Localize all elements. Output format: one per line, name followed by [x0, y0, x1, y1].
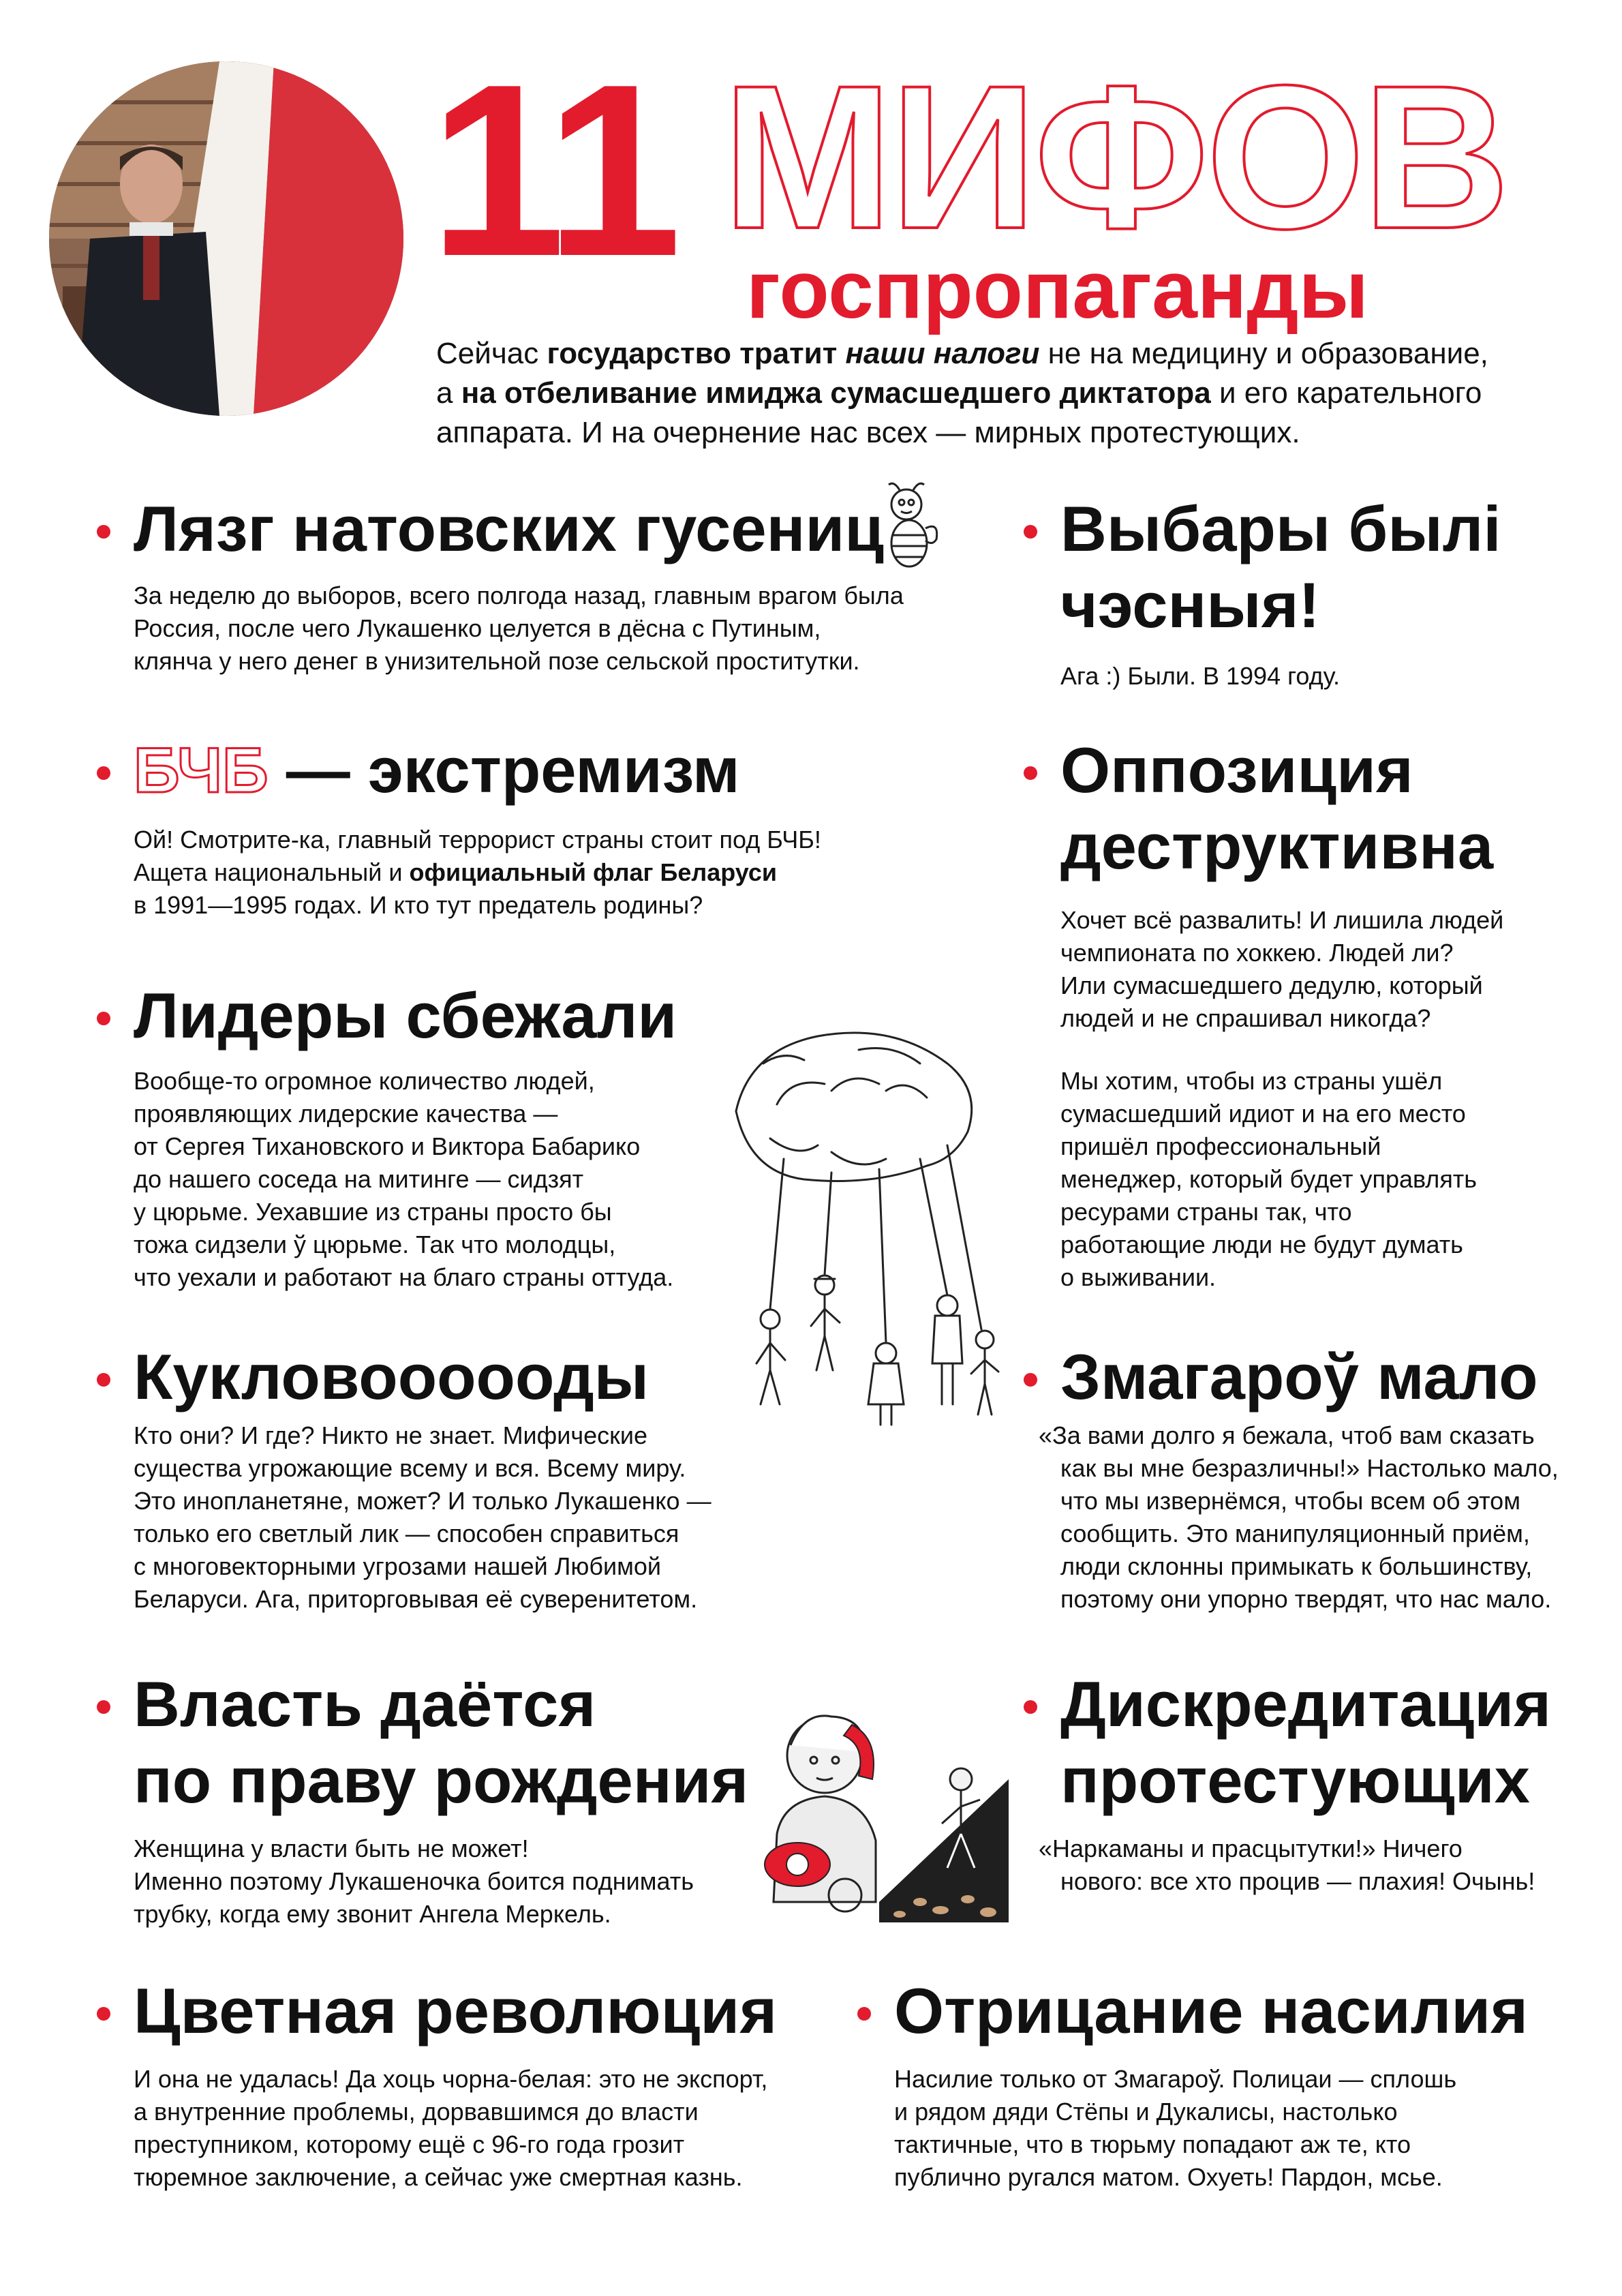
text-line: людей и не спрашивал никогда? — [1060, 1004, 1431, 1032]
intro-text: а — [436, 376, 461, 410]
portrait-photo-drawing — [49, 61, 403, 416]
myth-title — [1060, 1666, 1551, 1819]
text-line: а внутренние проблемы, дорвавшимся до власти — [134, 2098, 699, 2126]
text-line: как вы мне безразличны!» Настолько мало, — [1060, 1454, 1559, 1482]
header-subtitle: госпропаганды — [746, 244, 1369, 335]
text-line: тожа сидзели ў цюрьме. Так что молодцы, — [134, 1230, 616, 1258]
text-line: нового: все хто процив — плахия! Очынь! — [1060, 1867, 1535, 1895]
text-bold: официальный флаг Беларуси — [409, 858, 778, 886]
text-line: проявляющих лидерские качества — — [134, 1100, 558, 1128]
text-line: трубку, когда ему звонит Ангела Меркель. — [134, 1900, 611, 1928]
text-line: что уехали и работают на благо страны оттуда. — [134, 1263, 674, 1291]
text-part: Ащета национальный и — [134, 858, 410, 886]
text-line: Это инопланетяне, может? И только Лукашенко — — [134, 1487, 711, 1515]
text-line: от Сергея Тихановского и Виктора Бабарико — [134, 1132, 641, 1160]
bee-doodle-icon — [879, 481, 940, 576]
myth-title-rest: — экстремизм — [268, 734, 740, 806]
text-line: сообщить. Это манипуляционный приём, — [1060, 1520, 1530, 1547]
myth-title: Кукловоооооды — [134, 1341, 649, 1413]
myth-title-line: по праву рождения — [134, 1744, 749, 1816]
portrait-photo — [49, 61, 403, 416]
bchb-outline-text: БЧБ — [134, 734, 269, 806]
myth-text — [134, 2063, 767, 2194]
myth-text — [134, 1832, 694, 1931]
text-line: Вообще-то огромное количество людей, — [134, 1067, 595, 1095]
myth-text — [134, 1419, 711, 1616]
text-line: ресурами страны так, что — [1060, 1198, 1352, 1226]
myth-text — [134, 824, 821, 922]
text-line: Хочет всё развалить! И лишила людей — [1060, 906, 1504, 934]
text-line: существа угрожающие всему и вся. Всему миру. — [134, 1454, 686, 1482]
myth-title-line: Власть даётся — [134, 1668, 596, 1740]
myth-title: Цветная революция — [134, 1975, 778, 2046]
text-line: Насилие только от Змагароў. Полицаи — сплошь — [894, 2065, 1457, 2093]
myth-title-line: протестующих — [1060, 1744, 1530, 1816]
text-line: и рядом дяди Стёпы и Дукалисы, настолько — [894, 2098, 1398, 2126]
myth-title-line: деструктивна — [1060, 811, 1494, 882]
intro-text: и его карательного — [1210, 376, 1482, 410]
intro-text: аппарата. И на очернение нас всех — мирных протестующих. — [436, 416, 1300, 449]
text-line: чемпионата по хоккею. Людей ли? — [1060, 939, 1454, 967]
myth-title — [134, 732, 740, 809]
text-line — [134, 856, 821, 889]
myth-title-line: Оппозиция — [1060, 734, 1413, 806]
text-line: тактичные, что в тюрьму попадают аж те, кто — [894, 2130, 1411, 2158]
text-line: Ой! Смотрите-ка, главный террорист страны стоит под БЧБ! — [134, 826, 821, 854]
intro-bold-italic: наши налоги — [845, 337, 1040, 370]
intro-paragraph — [436, 334, 1561, 453]
myth-title: Лязг натовских гусениц — [134, 493, 885, 564]
intro-bold: государство тратит — [547, 337, 846, 370]
text-line: публично ругался матом. Охуеть! Пардон, мсье. — [894, 2163, 1443, 2191]
myth-text — [1039, 1832, 1535, 1898]
text-line: с многовекторными угрозами нашей Любимой — [134, 1552, 661, 1580]
text-line: преступником, которому ещё с 96-го года грозит — [134, 2130, 685, 2158]
myth-title: Отрицание насилия — [894, 1975, 1528, 2046]
myth-text — [1060, 1065, 1477, 1294]
text-line: клянча у него денег в унизительной позе сельской проститутки. — [134, 647, 860, 675]
bullet — [857, 2007, 871, 2021]
text-line: Женщина у власти быть не может! — [134, 1834, 529, 1862]
text-line: менеджер, который будет управлять — [1060, 1165, 1478, 1193]
text-line: тюремное заключение, а сейчас уже смертная казнь. — [134, 2163, 743, 2191]
myth-title: Лидеры сбежали — [134, 980, 677, 1051]
text-line: о выживании. — [1060, 1263, 1216, 1291]
bullet — [97, 1373, 110, 1387]
myth-title-line: Дискредитация — [1060, 1668, 1551, 1740]
bullet — [97, 766, 110, 780]
myth-text: Ага :) Были. В 1994 году. — [1060, 662, 1341, 690]
text-line: работающие люди не будут думать — [1060, 1230, 1463, 1258]
bullet — [1024, 766, 1037, 780]
text-line: люди склонны примыкать к большинству, — [1060, 1552, 1533, 1580]
bullet — [1024, 1700, 1037, 1714]
text-line: Мы хотим, чтобы из страны ушёл — [1060, 1067, 1443, 1095]
bullet — [97, 2007, 110, 2021]
puppeteer-hand-illustration — [722, 1023, 1022, 1432]
header-myths-word: МИФОВ — [722, 42, 1508, 271]
intro-text: не на медицину и образование, — [1039, 337, 1488, 370]
myth-text — [1039, 1419, 1559, 1616]
text-line: поэтому они упорно твердят, что нас мало. — [1060, 1585, 1552, 1613]
intro-text: Сейчас — [436, 337, 547, 370]
myth-text — [134, 579, 904, 678]
text-line: что мы извернёмся, чтобы всем об этом — [1060, 1487, 1520, 1515]
text-line: «За вами долго я бежала, чтоб вам сказать — [1039, 1421, 1535, 1449]
text-line: Беларуси. Ага, приторговывая её суверенитетом. — [134, 1585, 698, 1613]
bullet — [97, 1700, 110, 1714]
myth-title-line: Выбары былі — [1060, 493, 1501, 564]
text-line: И она не удалась! Да хоць чорна-белая: это не экспорт, — [134, 2065, 768, 2093]
myth-text — [1060, 904, 1503, 1035]
text-line: пришёл профессиональный — [1060, 1132, 1381, 1160]
text-line: в 1991—1995 годах. И кто тут предатель родины? — [134, 891, 703, 919]
myth-title — [1060, 491, 1501, 644]
text-line: только его светлый лик — способен справиться — [134, 1520, 679, 1547]
myth-text — [134, 1065, 673, 1294]
text-line: За неделю до выборов, всего полгода назад, главным врагом была — [134, 581, 904, 609]
myth-title: Змагароў мало — [1060, 1341, 1538, 1413]
bullet — [1024, 525, 1037, 539]
text-line: до нашего соседа на митинге — сидзят — [134, 1165, 584, 1193]
text-line: Кто они? И где? Никто не знает. Мифические — [134, 1421, 648, 1449]
text-line: Или сумасшедшего дедулю, который — [1060, 971, 1483, 999]
bullet — [1024, 1373, 1037, 1387]
bullet — [97, 525, 110, 539]
myth-text — [894, 2063, 1456, 2194]
phone-call-illustration — [763, 1697, 1009, 1922]
myth-title — [134, 1666, 748, 1819]
intro-bold: на отбеливание имиджа сумасшедшего диктатора — [461, 376, 1211, 410]
myth-title — [1060, 732, 1493, 885]
text-line: Россия, после чего Лукашенко целуется в дёсна с Путиным, — [134, 614, 821, 642]
header-number: 11 — [429, 33, 675, 307]
text-line: «Наркаманы и прасцытутки!» Ничего — [1039, 1834, 1463, 1862]
text-line: у цюрьме. Уехавшие из страны просто бы — [134, 1198, 612, 1226]
text-line: Именно поэтому Лукашеночка боится поднимать — [134, 1867, 694, 1895]
myth-title-line: чэсныя! — [1060, 569, 1320, 641]
text-line: сумасшедший идиот и на его место — [1060, 1100, 1466, 1128]
bullet — [97, 1012, 110, 1025]
